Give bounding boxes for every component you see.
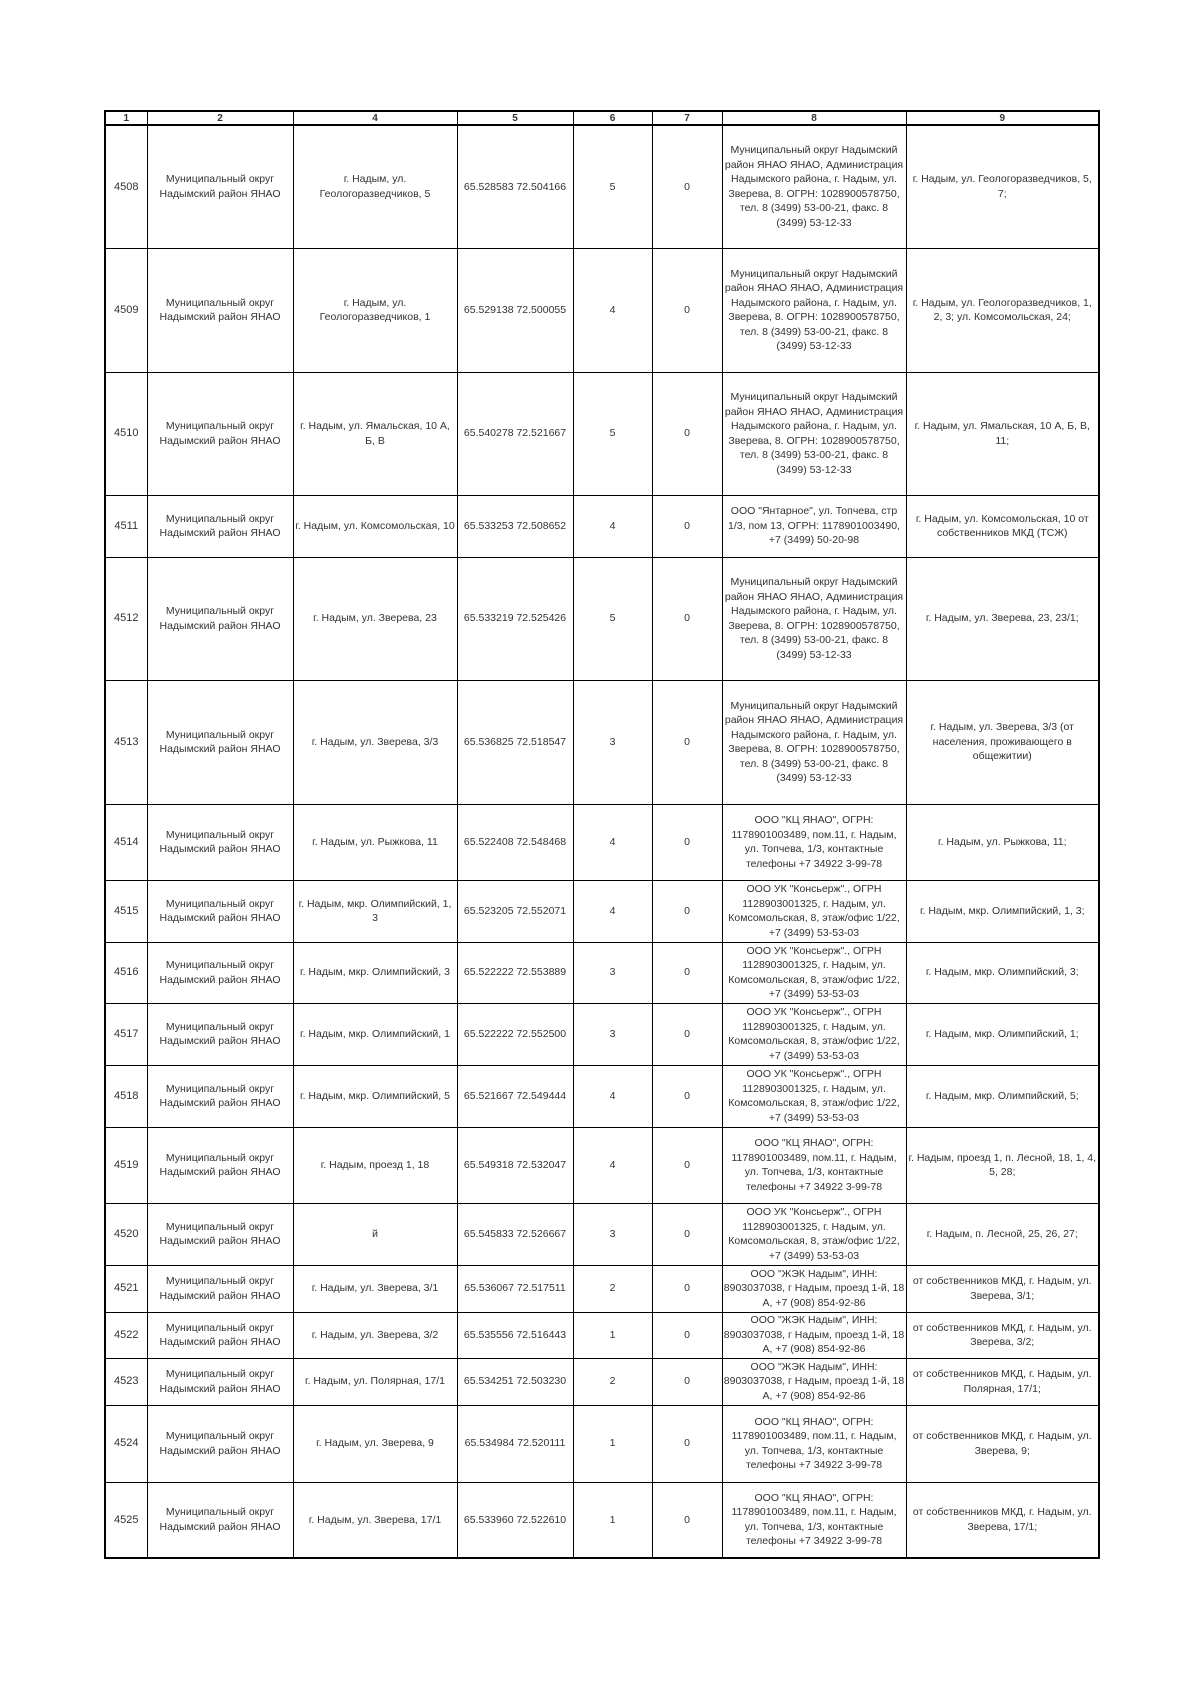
zero-cell: 0 [652,680,722,804]
row-number: 4521 [105,1265,147,1312]
address-cell: г. Надым, ул. Зверева, 3/1 [293,1265,457,1312]
zero-cell: 0 [652,372,722,495]
municipality-cell: Муниципальный округ Надымский район ЯНАО [147,804,293,880]
coordinates-cell: 65.545833 72.526667 [457,1203,573,1265]
table-row [105,1003,1099,1065]
count-cell: 4 [573,495,652,557]
municipality-cell: Муниципальный округ Надымский район ЯНАО [147,1358,293,1405]
count-cell: 4 [573,1127,652,1203]
row-number: 4516 [105,942,147,1003]
count-cell: 3 [573,680,652,804]
count-cell: 5 [573,372,652,495]
coordinates-cell: 65.549318 72.532047 [457,1127,573,1203]
count-cell: 3 [573,1003,652,1065]
address-cell: г. Надым, мкр. Олимпийский, 1 [293,1003,457,1065]
owner-cell: Муниципальный округ Надымский район ЯНАО ЯНАО, Администрация Надымского района, г. Надым, ул. Зверева, 8. ОГРН: 1028900578750, тел. 8 (3499) 53-00-21, факс. 8 (3499) 53-12-33 [722,248,906,372]
owner-cell: ООО "ЖЭК Надым", ИНН: 8903037038, г Надым, проезд 1-й, 18 А, +7 (908) 854-92-86 [722,1265,906,1312]
zero-cell: 0 [652,1405,722,1482]
address-cell: г. Надым, ул. Зверева, 9 [293,1405,457,1482]
owner-cell: Муниципальный округ Надымский район ЯНАО ЯНАО, Администрация Надымского района, г. Надым, ул. Зверева, 8. ОГРН: 1028900578750, тел. 8 (3499) 53-00-21, факс. 8 (3499) 53-12-33 [722,680,906,804]
count-cell: 1 [573,1482,652,1558]
table-row [105,1203,1099,1265]
row-number: 4524 [105,1405,147,1482]
zero-cell: 0 [652,495,722,557]
coordinates-cell: 65.540278 72.521667 [457,372,573,495]
header-cell: 6 [573,111,652,125]
sources-cell: г. Надым, проезд 1, п. Лесной, 18, 1, 4, 5, 28; [906,1127,1099,1203]
row-number: 4512 [105,557,147,680]
count-cell: 4 [573,804,652,880]
address-cell: й [293,1203,457,1265]
count-cell: 1 [573,1405,652,1482]
count-cell: 5 [573,557,652,680]
address-cell: г. Надым, ул. Геологоразведчиков, 1 [293,248,457,372]
municipality-cell: Муниципальный округ Надымский район ЯНАО [147,1405,293,1482]
municipality-cell: Муниципальный округ Надымский район ЯНАО [147,880,293,942]
count-cell: 2 [573,1265,652,1312]
zero-cell: 0 [652,1065,722,1127]
table-row [105,125,1099,248]
row-number: 4523 [105,1358,147,1405]
sources-cell: от собственников МКД, г. Надым, ул. Зверева, 17/1; [906,1482,1099,1558]
coordinates-cell: 65.521667 72.549444 [457,1065,573,1127]
row-number: 4520 [105,1203,147,1265]
municipality-cell: Муниципальный округ Надымский район ЯНАО [147,1203,293,1265]
row-number: 4510 [105,372,147,495]
count-cell: 4 [573,248,652,372]
coordinates-cell: 65.523205 72.552071 [457,880,573,942]
table-row [105,557,1099,680]
count-cell: 5 [573,125,652,248]
municipality-cell: Муниципальный округ Надымский район ЯНАО [147,372,293,495]
coordinates-cell: 65.535556 72.516443 [457,1312,573,1358]
table-row [105,880,1099,942]
owner-cell: ООО "КЦ ЯНАО", ОГРН: 1178901003489, пом.11, г. Надым, ул. Топчева, 1/3, контактные телефоны +7 34922 3-99-78 [722,1482,906,1558]
sources-cell: г. Надым, ул. Геологоразведчиков, 5, 7; [906,125,1099,248]
row-number: 4511 [105,495,147,557]
sources-cell: г. Надым, мкр. Олимпийский, 1; [906,1003,1099,1065]
sources-cell: г. Надым, ул. Ямальская, 10 А, Б, В, 11; [906,372,1099,495]
municipality-cell: Муниципальный округ Надымский район ЯНАО [147,1265,293,1312]
coordinates-cell: 65.522222 72.552500 [457,1003,573,1065]
sources-cell: г. Надым, мкр. Олимпийский, 1, 3; [906,880,1099,942]
sources-cell: от собственников МКД, г. Надым, ул. Полярная, 17/1; [906,1358,1099,1405]
row-number: 4508 [105,125,147,248]
zero-cell: 0 [652,248,722,372]
coordinates-cell: 65.536067 72.517511 [457,1265,573,1312]
sources-cell: г. Надым, ул. Комсомольская, 10 от собственников МКД (ТСЖ) [906,495,1099,557]
header-cell: 9 [906,111,1099,125]
row-number: 4525 [105,1482,147,1558]
sources-cell: г. Надым, мкр. Олимпийский, 5; [906,1065,1099,1127]
row-number: 4518 [105,1065,147,1127]
municipality-cell: Муниципальный округ Надымский район ЯНАО [147,680,293,804]
sources-cell: г. Надым, ул. Зверева, 3/3 (от населения, проживающего в общежитии) [906,680,1099,804]
owner-cell: ООО "ЖЭК Надым", ИНН: 8903037038, г Надым, проезд 1-й, 18 А, +7 (908) 854-92-86 [722,1358,906,1405]
table-row [105,1405,1099,1482]
table-body [105,125,1099,1558]
header-cell: 1 [105,111,147,125]
coordinates-cell: 65.529138 72.500055 [457,248,573,372]
zero-cell: 0 [652,1203,722,1265]
table-row [105,372,1099,495]
sources-cell: от собственников МКД, г. Надым, ул. Зверева, 3/2; [906,1312,1099,1358]
row-number: 4517 [105,1003,147,1065]
municipality-cell: Муниципальный округ Надымский район ЯНАО [147,557,293,680]
zero-cell: 0 [652,1312,722,1358]
address-cell: г. Надым, проезд 1, 18 [293,1127,457,1203]
table-row [105,804,1099,880]
table-row [105,1265,1099,1312]
row-number: 4514 [105,804,147,880]
header-cell: 7 [652,111,722,125]
header-cell: 8 [722,111,906,125]
coordinates-cell: 65.522408 72.548468 [457,804,573,880]
owner-cell: ООО "Янтарное", ул. Топчева, стр 1/3, пом 13, ОГРН: 1178901003490, +7 (3499) 50-20-98 [722,495,906,557]
sources-cell: г. Надым, мкр. Олимпийский, 3; [906,942,1099,1003]
row-number: 4515 [105,880,147,942]
address-cell: г. Надым, ул. Зверева, 3/2 [293,1312,457,1358]
table-row [105,1127,1099,1203]
sources-cell: г. Надым, ул. Геологоразведчиков, 1, 2, 3; ул. Комсомольская, 24; [906,248,1099,372]
coordinates-cell: 65.522222 72.553889 [457,942,573,1003]
zero-cell: 0 [652,804,722,880]
registry-table [104,110,1100,1559]
table-row [105,495,1099,557]
zero-cell: 0 [652,1482,722,1558]
count-cell: 3 [573,1203,652,1265]
sources-cell: г. Надым, ул. Зверева, 23, 23/1; [906,557,1099,680]
coordinates-cell: 65.533960 72.522610 [457,1482,573,1558]
count-cell: 4 [573,880,652,942]
sources-cell: от собственников МКД, г. Надым, ул. Зверева, 3/1; [906,1265,1099,1312]
owner-cell: ООО "КЦ ЯНАО", ОГРН: 1178901003489, пом.11, г. Надым, ул. Топчева, 1/3, контактные телефоны +7 34922 3-99-78 [722,804,906,880]
row-number: 4522 [105,1312,147,1358]
coordinates-cell: 65.533219 72.525426 [457,557,573,680]
municipality-cell: Муниципальный округ Надымский район ЯНАО [147,248,293,372]
header-cell: 2 [147,111,293,125]
header-cell: 4 [293,111,457,125]
municipality-cell: Муниципальный округ Надымский район ЯНАО [147,1003,293,1065]
count-cell: 2 [573,1358,652,1405]
header-cell: 5 [457,111,573,125]
zero-cell: 0 [652,942,722,1003]
table-row [105,942,1099,1003]
coordinates-cell: 65.533253 72.508652 [457,495,573,557]
zero-cell: 0 [652,1265,722,1312]
owner-cell: Муниципальный округ Надымский район ЯНАО ЯНАО, Администрация Надымского района, г. Надым, ул. Зверева, 8. ОГРН: 1028900578750, тел. 8 (3499) 53-00-21, факс. 8 (3499) 53-12-33 [722,125,906,248]
count-cell: 3 [573,942,652,1003]
count-cell: 1 [573,1312,652,1358]
coordinates-cell: 65.534251 72.503230 [457,1358,573,1405]
owner-cell: ООО УК "Консьерж"., ОГРН 1128903001325, г. Надым, ул. Комсомольская, 8, этаж/офис 1/22, +7 (3499) 53-53-03 [722,1065,906,1127]
sources-cell: г. Надым, п. Лесной, 25, 26, 27; [906,1203,1099,1265]
municipality-cell: Муниципальный округ Надымский район ЯНАО [147,942,293,1003]
row-number: 4513 [105,680,147,804]
row-number: 4519 [105,1127,147,1203]
count-cell: 4 [573,1065,652,1127]
coordinates-cell: 65.536825 72.518547 [457,680,573,804]
owner-cell: ООО УК "Консьерж"., ОГРН 1128903001325, г. Надым, ул. Комсомольская, 8, этаж/офис 1/22, +7 (3499) 53-53-03 [722,1203,906,1265]
address-cell: г. Надым, ул. Геологоразведчиков, 5 [293,125,457,248]
address-cell: г. Надым, ул. Ямальская, 10 А, Б, В [293,372,457,495]
coordinates-cell: 65.528583 72.504166 [457,125,573,248]
address-cell: г. Надым, ул. Рыжкова, 11 [293,804,457,880]
owner-cell: ООО "ЖЭК Надым", ИНН: 8903037038, г Надым, проезд 1-й, 18 А, +7 (908) 854-92-86 [722,1312,906,1358]
address-cell: г. Надым, мкр. Олимпийский, 3 [293,942,457,1003]
sources-cell: г. Надым, ул. Рыжкова, 11; [906,804,1099,880]
zero-cell: 0 [652,1127,722,1203]
table-row [105,1312,1099,1358]
municipality-cell: Муниципальный округ Надымский район ЯНАО [147,1065,293,1127]
address-cell: г. Надым, ул. Зверева, 17/1 [293,1482,457,1558]
zero-cell: 0 [652,1003,722,1065]
table-row [105,680,1099,804]
zero-cell: 0 [652,125,722,248]
zero-cell: 0 [652,1358,722,1405]
owner-cell: ООО УК "Консьерж"., ОГРН 1128903001325, г. Надым, ул. Комсомольская, 8, этаж/офис 1/22, +7 (3499) 53-53-03 [722,880,906,942]
owner-cell: Муниципальный округ Надымский район ЯНАО ЯНАО, Администрация Надымского района, г. Надым, ул. Зверева, 8. ОГРН: 1028900578750, тел. 8 (3499) 53-00-21, факс. 8 (3499) 53-12-33 [722,372,906,495]
table-row [105,248,1099,372]
owner-cell: ООО УК "Консьерж"., ОГРН 1128903001325, г. Надым, ул. Комсомольская, 8, этаж/офис 1/22, +7 (3499) 53-53-03 [722,942,906,1003]
header-row [105,111,1099,125]
owner-cell: ООО УК "Консьерж"., ОГРН 1128903001325, г. Надым, ул. Комсомольская, 8, этаж/офис 1/22, +7 (3499) 53-53-03 [722,1003,906,1065]
owner-cell: ООО "КЦ ЯНАО", ОГРН: 1178901003489, пом.11, г. Надым, ул. Топчева, 1/3, контактные телефоны +7 34922 3-99-78 [722,1127,906,1203]
zero-cell: 0 [652,880,722,942]
row-number: 4509 [105,248,147,372]
municipality-cell: Муниципальный округ Надымский район ЯНАО [147,1482,293,1558]
address-cell: г. Надым, ул. Зверева, 23 [293,557,457,680]
coordinates-cell: 65.534984 72.520111 [457,1405,573,1482]
table-row [105,1358,1099,1405]
address-cell: г. Надым, ул. Полярная, 17/1 [293,1358,457,1405]
zero-cell: 0 [652,557,722,680]
sources-cell: от собственников МКД, г. Надым, ул. Зверева, 9; [906,1405,1099,1482]
municipality-cell: Муниципальный округ Надымский район ЯНАО [147,1312,293,1358]
municipality-cell: Муниципальный округ Надымский район ЯНАО [147,125,293,248]
address-cell: г. Надым, ул. Зверева, 3/3 [293,680,457,804]
municipality-cell: Муниципальный округ Надымский район ЯНАО [147,1127,293,1203]
owner-cell: Муниципальный округ Надымский район ЯНАО ЯНАО, Администрация Надымского района, г. Надым, ул. Зверева, 8. ОГРН: 1028900578750, тел. 8 (3499) 53-00-21, факс. 8 (3499) 53-12-33 [722,557,906,680]
address-cell: г. Надым, мкр. Олимпийский, 1, 3 [293,880,457,942]
address-cell: г. Надым, ул. Комсомольская, 10 [293,495,457,557]
municipality-cell: Муниципальный округ Надымский район ЯНАО [147,495,293,557]
owner-cell: ООО "КЦ ЯНАО", ОГРН: 1178901003489, пом.11, г. Надым, ул. Топчева, 1/3, контактные телефоны +7 34922 3-99-78 [722,1405,906,1482]
address-cell: г. Надым, мкр. Олимпийский, 5 [293,1065,457,1127]
table-row [105,1482,1099,1558]
table-row [105,1065,1099,1127]
